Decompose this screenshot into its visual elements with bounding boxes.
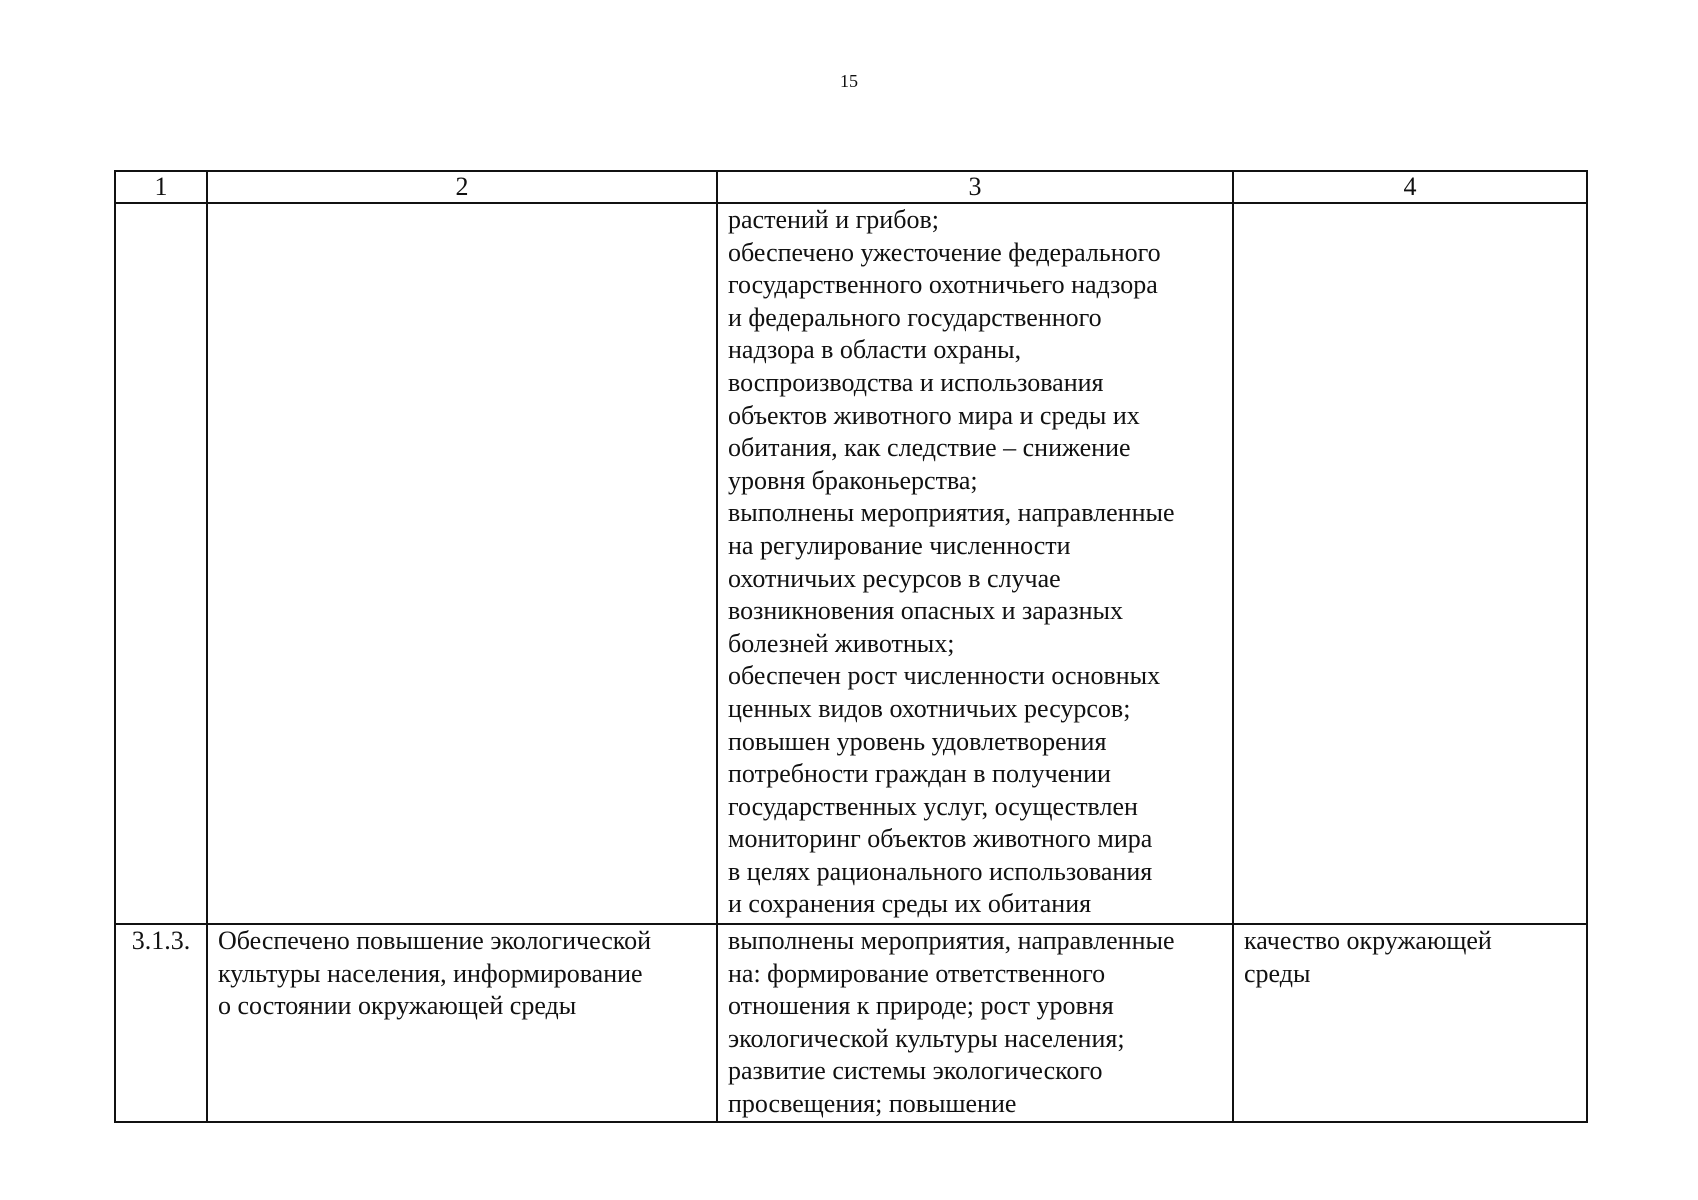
cell-line: потребности граждан в получении [728,759,1111,789]
cell-line: уровня браконьерства; [728,465,978,495]
cell-line: и федерального государственного [728,302,1102,332]
header-col-2: 2 [207,171,717,203]
cell-line: экологической культуры населения; [728,1023,1125,1053]
table-header-row [115,171,1587,203]
cell-line: в целях рационального использования [728,856,1153,886]
cell-line: повышен уровень удовлетворения [728,726,1107,756]
header-col-4: 4 [1233,171,1587,203]
cell-line: отношения к природе; рост уровня [728,991,1114,1021]
cell-line: обитания, как следствие – снижение [728,433,1131,463]
cell-line: на регулирование численности [728,530,1071,560]
cell-line: качество окружающей [1244,926,1492,955]
cell-line: возникновения опасных и заразных [728,596,1123,626]
cell-line: растений и грибов; [728,205,939,234]
indicator-cell [1233,924,1587,1122]
header-col-1: 1 [115,171,207,203]
results-cell [717,924,1233,1122]
cell-line: объектов животного мира и среды их [728,400,1140,430]
cell-line: воспроизводства и использования [728,367,1104,397]
row-number-cell: 3.1.3. [115,924,207,1122]
cell-line: на: формирование ответственного [728,958,1106,988]
cell-line: Обеспечено повышение экологической [218,926,652,955]
cell-line: государственного охотничьего надзора [728,270,1158,300]
header-col-3: 3 [717,171,1233,203]
cell-line: охотничьих ресурсов в случае [728,563,1061,593]
cell-line: развитие системы экологического [728,1056,1103,1086]
cell-line: обеспечен рост численности основных [728,661,1161,691]
cell-line: ценных видов охотничьих ресурсов; [728,693,1131,723]
table-row [115,924,1587,1122]
cell-line: выполнены мероприятия, направленные [728,926,1175,955]
task-cell [207,924,717,1122]
cell-line: мониторинг объектов животного мира [728,824,1153,854]
cell-line: просвещения; повышение [728,1088,1017,1118]
cell-line: выполнены мероприятия, направленные [728,498,1175,528]
cell-line: среды [1244,958,1311,988]
cell-line: государственных услуг, осуществлен [728,791,1138,821]
cell-line: о состоянии окружающей среды [218,991,577,1021]
table-row [115,203,1587,924]
cell-line: надзора в области охраны, [728,335,1022,365]
measures-table [114,170,1588,1123]
page-number: 15 [840,71,858,91]
row-number-cell [115,203,207,924]
cell-line: обеспечено ужесточение федерального [728,237,1161,267]
cell-line: и сохранения среды их обитания [728,889,1092,919]
cell-line: болезней животных; [728,628,955,658]
indicator-cell [1233,203,1587,924]
results-cell [717,203,1233,924]
cell-line: культуры населения, информирование [218,958,643,988]
task-cell [207,203,717,924]
